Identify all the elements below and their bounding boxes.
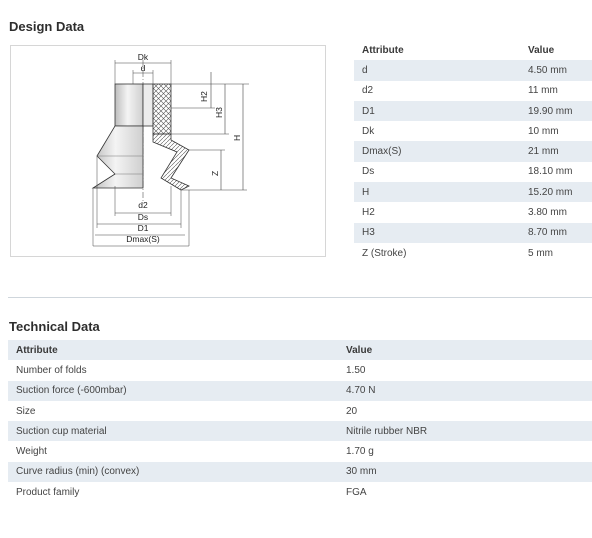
label-d2: d2: [138, 200, 148, 210]
table-row: [354, 81, 592, 101]
row-value: 1.70 g: [346, 446, 374, 458]
table-row: [354, 243, 592, 263]
row-value: Nitrile rubber NBR: [338, 421, 592, 441]
design-data-title: Design Data: [9, 19, 85, 34]
label-d: d: [140, 63, 146, 73]
row-value: FGA: [346, 486, 367, 498]
row-value: 19.90 mm: [520, 101, 592, 121]
row-attribute: d2: [362, 85, 374, 97]
table-row: [8, 482, 592, 502]
table-row: [354, 223, 592, 243]
row-value: 10 mm: [528, 125, 559, 137]
table-header-row: [354, 40, 592, 60]
table-row: [8, 401, 592, 421]
label-z: Z: [210, 170, 220, 176]
row-value: 3.80 mm: [528, 207, 567, 219]
table-row: [354, 202, 592, 222]
label-h2: H2: [199, 91, 209, 102]
row-attribute: Dmax(S): [354, 141, 520, 161]
row-attribute: Product family: [16, 486, 80, 498]
row-value: 21 mm: [520, 141, 592, 161]
header-value: Value: [528, 44, 555, 56]
table-row: [354, 121, 592, 141]
table-row: [354, 141, 592, 161]
row-attribute: D1: [354, 101, 520, 121]
table-row: [8, 462, 592, 482]
label-ds: Ds: [137, 212, 149, 222]
table-row: [8, 421, 592, 441]
row-attribute: Ds: [362, 166, 375, 178]
table-row: [354, 162, 592, 182]
table-row: [354, 182, 592, 202]
table-row: [8, 441, 592, 461]
row-attribute: Number of folds: [16, 364, 87, 376]
header-value: Value: [338, 340, 592, 360]
row-attribute: Z (Stroke): [362, 247, 407, 259]
row-attribute: H2: [362, 207, 375, 219]
row-attribute: Suction cup material: [8, 421, 338, 441]
row-attribute: d: [354, 60, 520, 80]
cup-outer-view: [93, 84, 143, 188]
label-dmax: Dmax(S): [126, 234, 160, 244]
table-row: [354, 101, 592, 121]
row-value: 30 mm: [338, 462, 592, 482]
row-attribute: Curve radius (min) (convex): [8, 462, 338, 482]
row-attribute: H: [354, 182, 520, 202]
row-value: 4.70 N: [338, 381, 592, 401]
row-attribute: H3: [354, 223, 520, 243]
row-attribute: Weight: [16, 446, 47, 458]
table-row: [8, 381, 592, 401]
row-attribute: Dk: [362, 125, 375, 137]
row-value: 4.50 mm: [520, 60, 592, 80]
label-h3: H3: [214, 107, 224, 118]
row-attribute: Size: [16, 405, 36, 417]
header-attribute: Attribute: [8, 340, 338, 360]
suction-cup-drawing: [10, 45, 326, 257]
design-data-table: [354, 40, 592, 263]
row-value: 1.50: [346, 364, 366, 376]
row-value: 18.10 mm: [528, 166, 573, 178]
row-value: 15.20 mm: [520, 182, 592, 202]
table-row: [354, 60, 592, 80]
cup-section-view: [143, 84, 189, 190]
row-value: 5 mm: [528, 247, 553, 259]
row-value: 8.70 mm: [520, 223, 592, 243]
table-row: [8, 360, 592, 380]
label-h: H: [232, 134, 242, 141]
technical-data-title: Technical Data: [9, 319, 100, 334]
row-value: 11 mm: [528, 85, 558, 97]
row-value: 20: [346, 405, 358, 417]
row-attribute: Suction force (-600mbar): [8, 381, 338, 401]
table-header-row: [8, 340, 592, 360]
label-dk: Dk: [137, 52, 149, 62]
label-d1: D1: [137, 223, 149, 233]
section-divider: [8, 297, 592, 298]
technical-data-table: [8, 340, 592, 502]
header-attribute: Attribute: [362, 44, 404, 56]
